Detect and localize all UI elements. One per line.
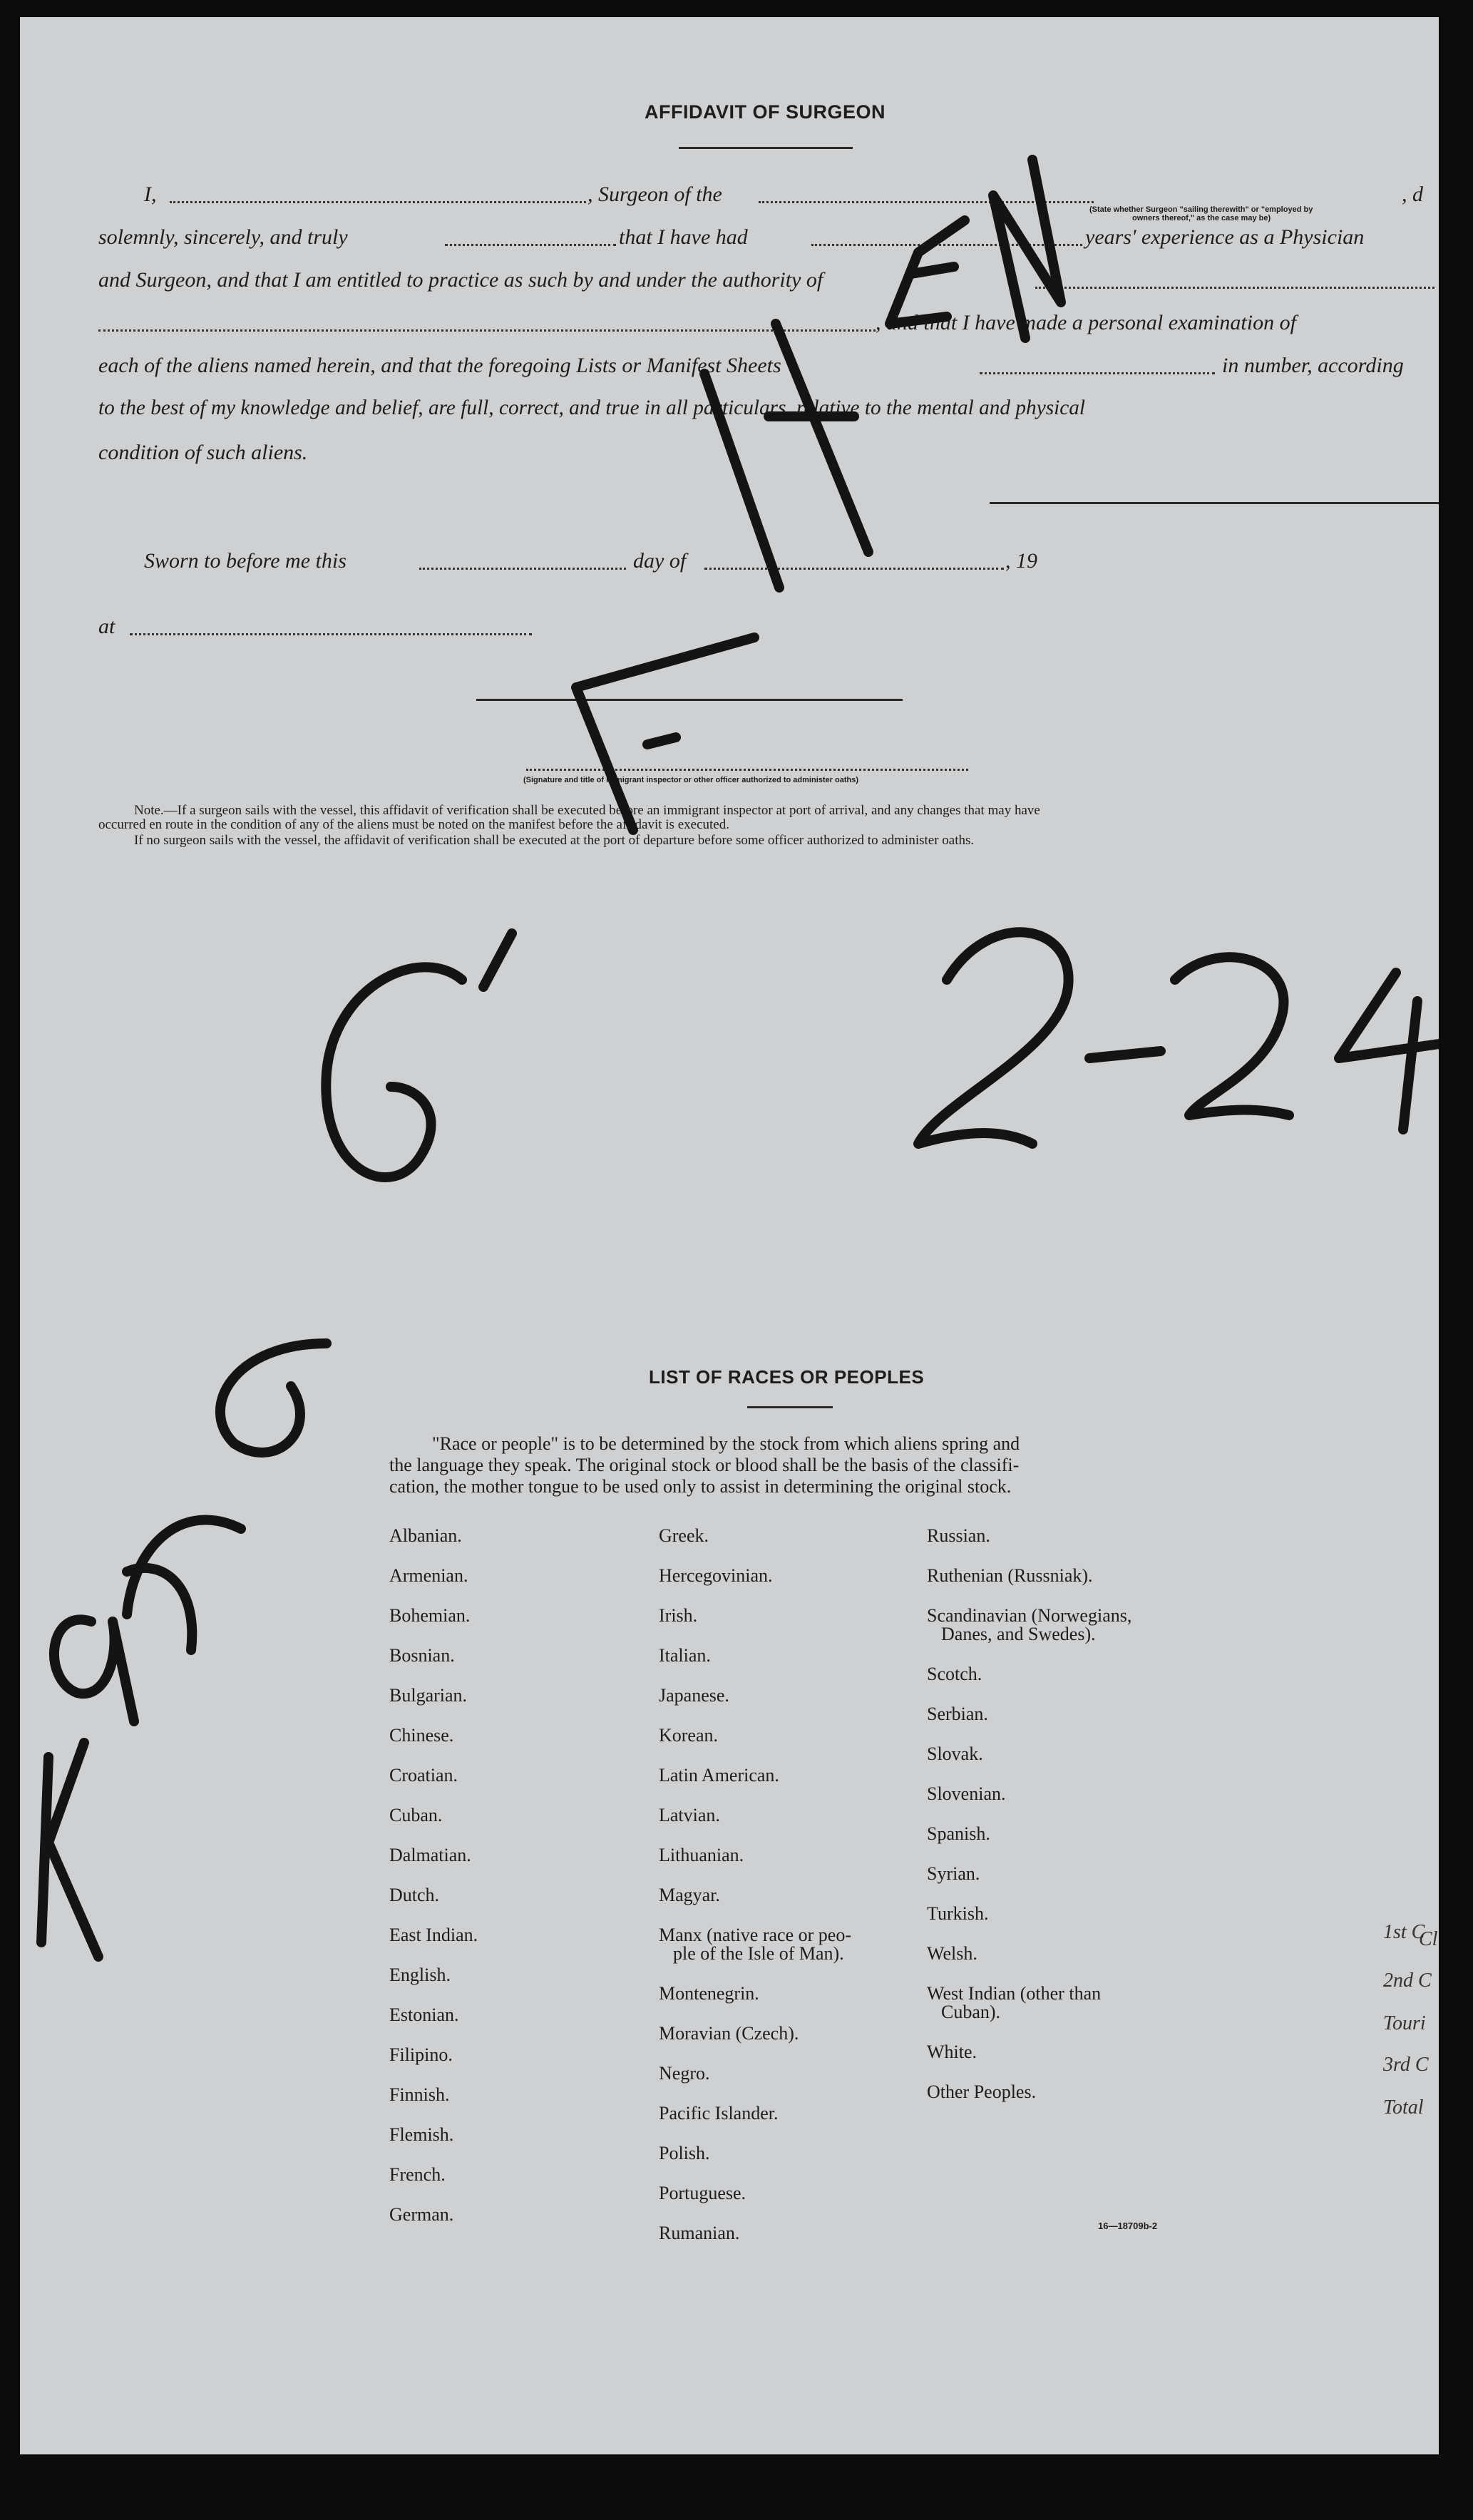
race-item: French. [389,2164,446,2185]
races-intro-1: "Race or people" is to be determined by the stock from which aliens spring and [432,1433,1020,1454]
race-item: Russian. [927,1525,990,1546]
at-label: at [98,615,116,638]
race-item: German. [389,2204,454,2225]
handwritten-annotation [20,17,1439,2454]
race-item: Estonian. [389,2004,459,2025]
race-item: Slovak. [927,1743,983,1764]
race-item: Syrian. [927,1863,980,1884]
race-item: Croatian. [389,1765,458,1786]
race-item: Montenegrin. [659,1983,759,2004]
race-item: Slovenian. [927,1783,1006,1804]
race-item: Latin American. [659,1765,779,1786]
race-item: Dalmatian. [389,1845,471,1865]
note-line-2: occurred en route in the condition of any of the aliens must be noted on the manifest before the affidavit is executed. [98,817,729,832]
race-item: Scotch. [927,1664,982,1684]
race-item: Chinese. [389,1725,454,1746]
class-stamp-line: Touri [1383,2012,1426,2034]
signature-caption: (Signature and title of Immigrant inspector or other officer authorized to administer oaths) [523,776,858,784]
state-note-1: (State whether Surgeon "sailing therewith" or "employed by [1089,205,1313,214]
race-item: English. [389,1965,451,1985]
race-item: Spanish. [927,1823,990,1844]
race-item: Hercegovinian. [659,1565,773,1586]
race-item: Italian. [659,1645,711,1666]
race-item: Greek. [659,1525,709,1546]
sworn-text-c: , 19 [1005,549,1037,573]
note-line-1: Note.—If a surgeon sails with the vessel, this affidavit of verification shall be executed before an immigrant inspector at port of arrival, and any changes that may have [134,803,1040,818]
race-item: Magyar. [659,1885,720,1905]
race-item: Ruthenian (Russniak). [927,1565,1093,1586]
race-item: ple of the Isle of Man). [673,1943,844,1964]
races-intro-3: cation, the mother tongue to be used only to assist in determining the original stock. [389,1476,1012,1497]
race-item: Welsh. [927,1943,977,1964]
affidavit-line2-b: that I have had [619,225,748,249]
affidavit-title: AFFIDAVIT OF SURGEON [645,101,886,123]
note-line-3: If no surgeon sails with the vessel, the affidavit of verification shall be executed at the port of departure before some officer authorized to administer oaths. [134,833,975,848]
races-title-underline [747,1406,833,1408]
state-note-2: owners thereof," as the case may be) [1132,214,1271,222]
race-item: Scandinavian (Norwegians, [927,1605,1132,1626]
race-item: Dutch. [389,1885,440,1905]
race-item: Finnish. [389,2084,450,2105]
race-item: Korean. [659,1725,719,1746]
races-intro-2: the language they speak. The original stock or blood shall be the basis of the classifi- [389,1455,1020,1475]
race-item: Rumanian. [659,2223,740,2243]
affidavit-line4: , and that I have made a personal examination of [876,311,1296,334]
race-item: Moravian (Czech). [659,2023,799,2044]
affidavit-line1-i: I, [144,183,157,206]
affidavit-line2-a: solemnly, sincerely, and truly [98,225,348,249]
races-title: LIST OF RACES OR PEOPLES [649,1366,925,1388]
race-item: Armenian. [389,1565,468,1586]
race-item: Irish. [659,1605,698,1626]
race-item: West Indian (other than [927,1983,1102,2004]
race-item: Serbian. [927,1704,988,1724]
class-stamp-line: Total [1383,2096,1424,2119]
affidavit-line7: condition of such aliens. [98,441,308,464]
race-item: Portuguese. [659,2183,746,2203]
race-item: East Indian. [389,1925,478,1945]
race-item: Bulgarian. [389,1685,468,1706]
affidavit-line6: to the best of my knowledge and belief, are full, correct, and true in all particulars, relative to the mental and physical [98,396,1086,419]
class-stamp-line: 3rd C [1383,2054,1429,2076]
race-item: Cuban). [941,2002,1001,2022]
race-item: Danes, and Swedes). [941,1624,1096,1644]
race-item: Pacific Islander. [659,2103,779,2124]
race-item: Filipino. [389,2044,453,2065]
affidavit-line5-b: in number, according [1222,354,1404,377]
sworn-text-a: Sworn to before me this [144,549,347,573]
race-item: Flemish. [389,2124,454,2145]
document-page [20,17,1439,2454]
race-item: Polish. [659,2143,710,2163]
race-item: Turkish. [927,1903,989,1924]
affidavit-line1-surgeon: , Surgeon of the [587,183,722,206]
affidavit-line3: and Surgeon, and that I am entitled to practice as such by and under the authority of [98,268,823,292]
race-item: Negro. [659,2063,710,2084]
sworn-text-b: day of [633,549,687,573]
race-item: Japanese. [659,1685,729,1706]
form-number: 16—18709b-2 [1098,2221,1158,2231]
affidavit-line1-end: , d [1402,183,1423,206]
race-item: Bohemian. [389,1605,471,1626]
class-stamp-line: Cl [1419,1928,1438,1950]
race-item: Latvian. [659,1805,720,1825]
race-item: Other Peoples. [927,2081,1037,2102]
class-stamp-line: 1st C [1383,1921,1425,1943]
race-item: Albanian. [389,1525,462,1546]
race-item: White. [927,2042,977,2062]
race-item: Manx (native race or peo- [659,1925,851,1945]
race-item: Bosnian. [389,1645,455,1666]
race-item: Lithuanian. [659,1845,744,1865]
class-stamp-line: 2nd C [1383,1970,1432,1992]
race-item: Cuban. [389,1805,443,1825]
affidavit-line5-a: each of the aliens named herein, and that the foregoing Lists or Manifest Sheets [98,354,781,377]
affidavit-line2-c: years' experience as a Physician [1085,225,1365,249]
